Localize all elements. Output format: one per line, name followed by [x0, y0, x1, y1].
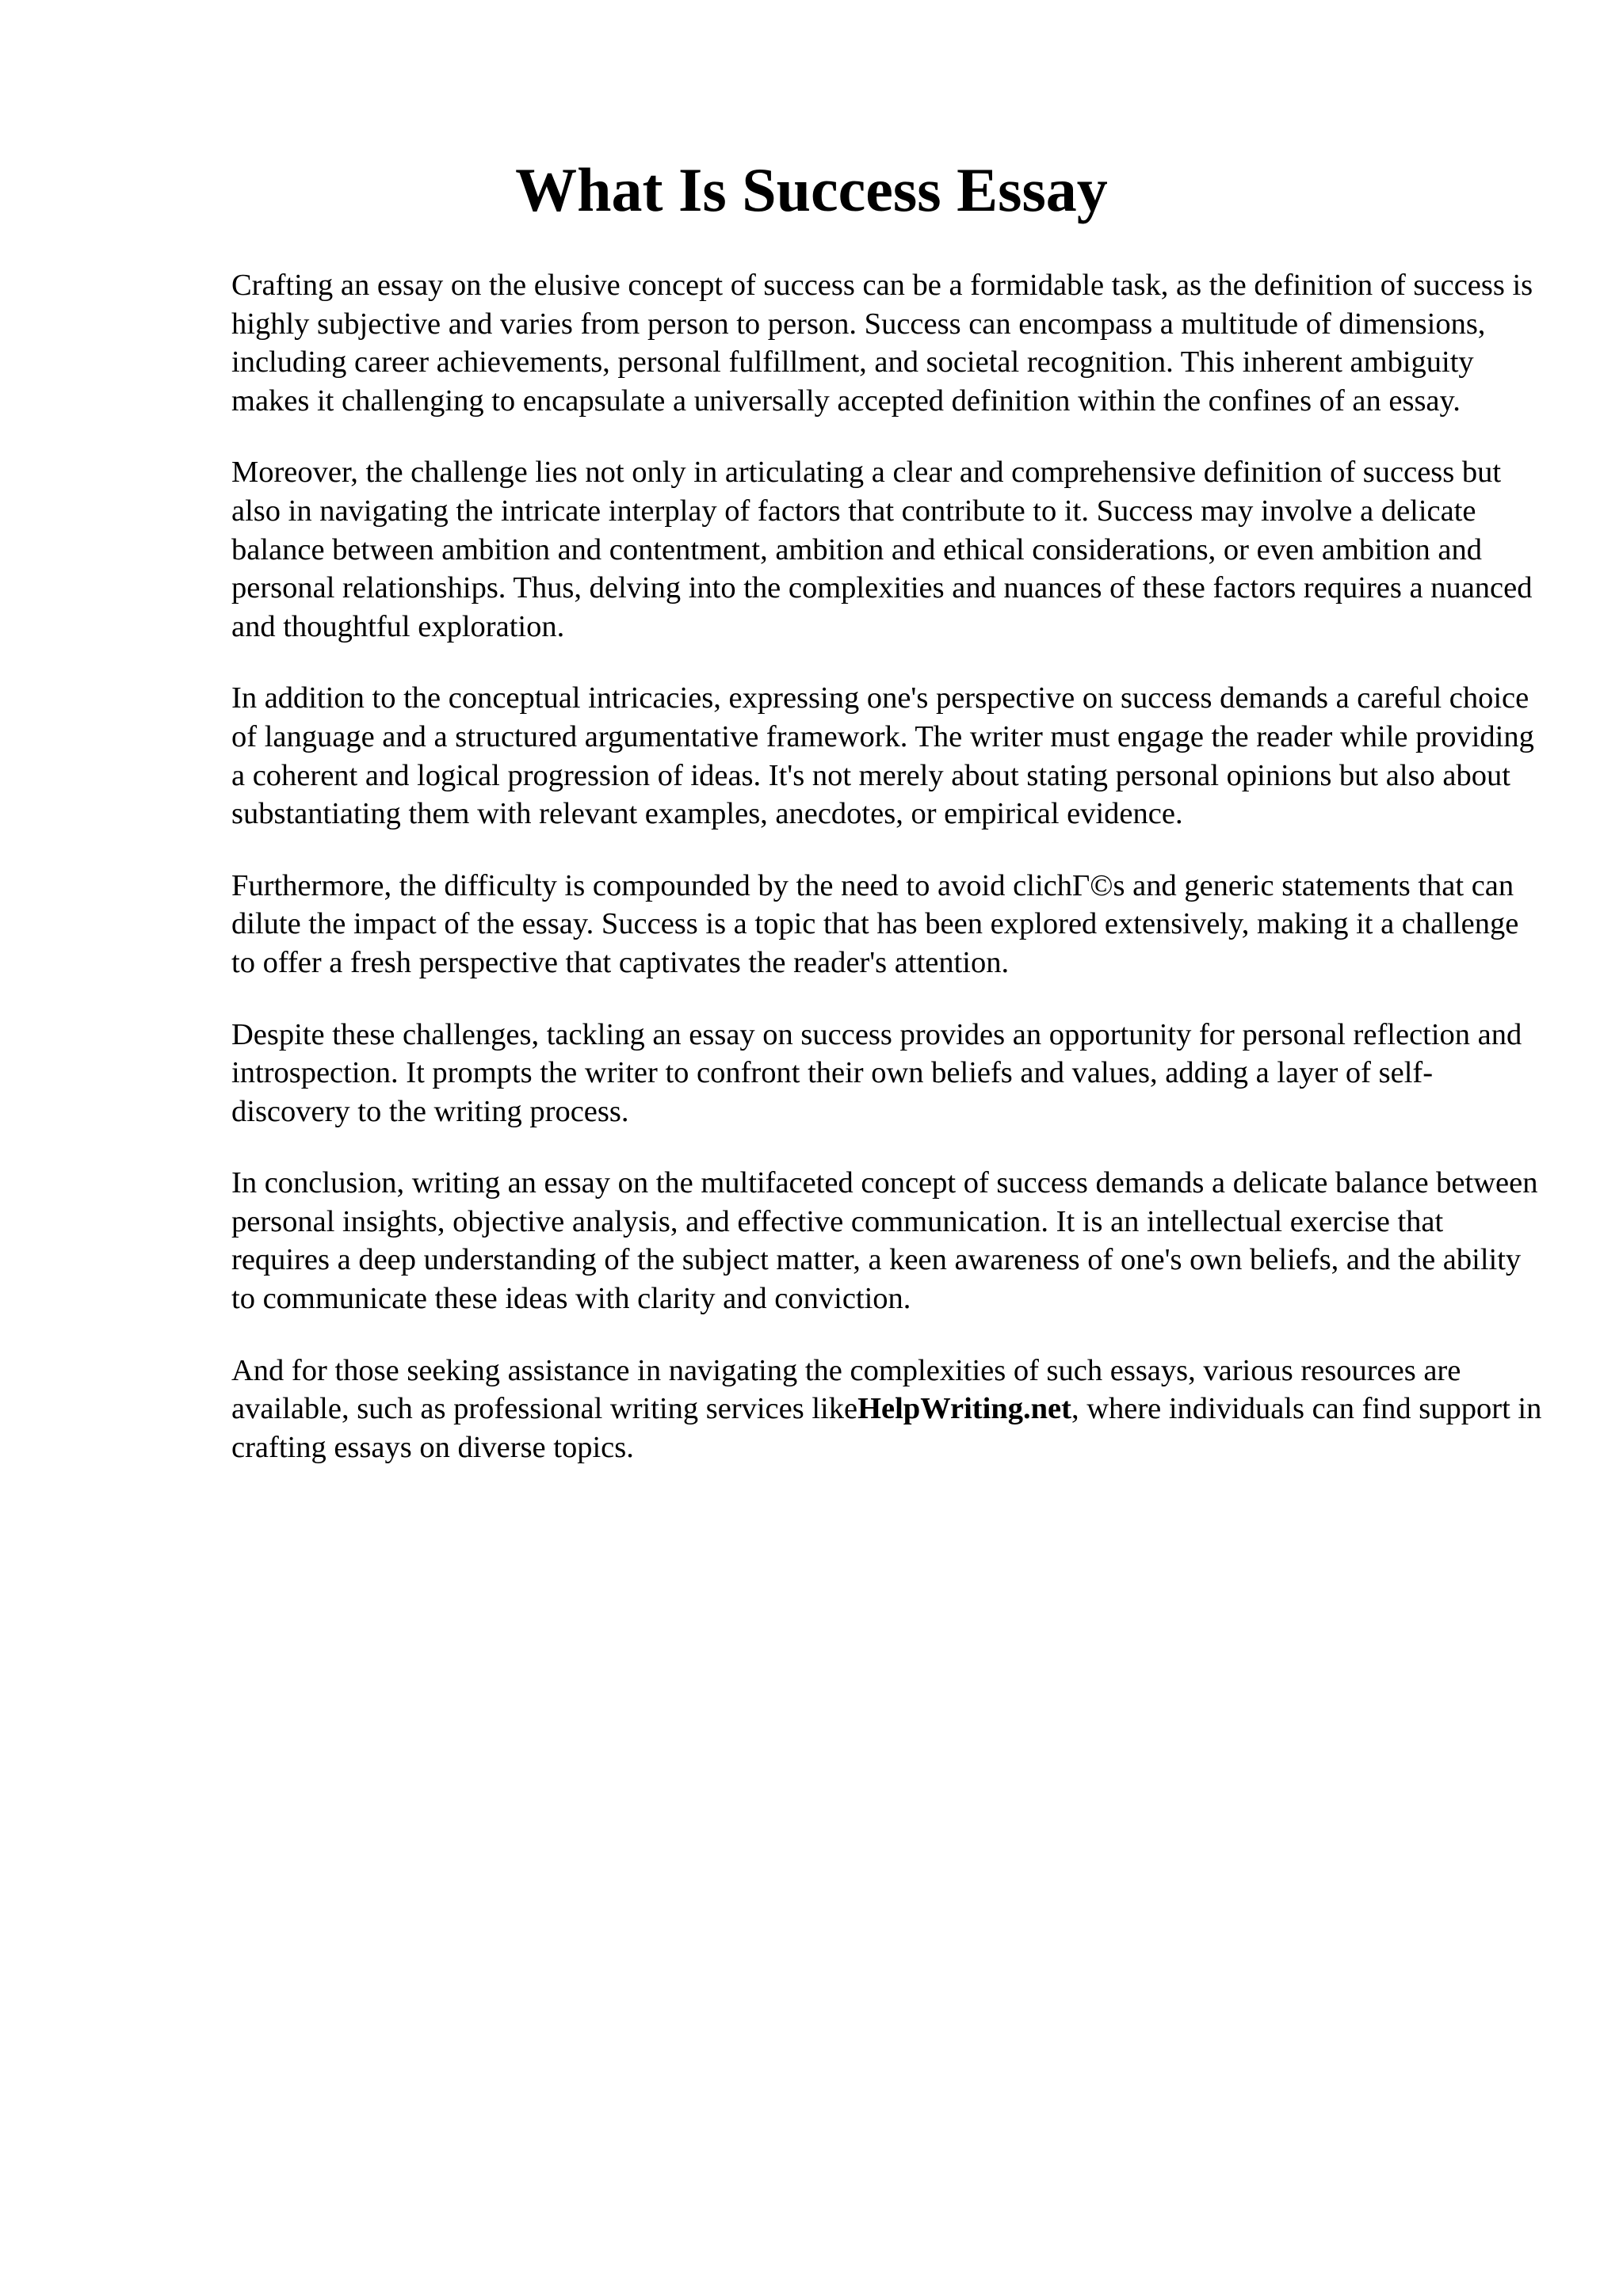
paragraph-1: Crafting an essay on the elusive concept of success can be a formidable task, as the definition of success is highly subjective and varies from person to person. Success can encompass a multitude of dimensions, including career achievements, personal fulfillment, and societal recognition. This inherent ambiguity makes it challenging to encapsulate a universally accepted definition within the confines of an essay.: [231, 269, 1533, 418]
paragraph-5: Despite these challenges, tackling an essay on success provides an opportunity for personal reflection and introspection. It prompts the writer to confront their own beliefs and values, adding a layer of self-discovery to the writing process.: [231, 1017, 1522, 1128]
paragraph-closing: [231, 1352, 1547, 1467]
paragraph-3: In addition to the conceptual intricacies, expressing one's perspective on success demands a careful choice of language and a structured argumentative framework. The writer must engage the reader while providing a coherent and logical progression of ideas. It's not merely about stating personal opinions but also about substantiating them with relevant examples, anecdotes, or empirical evidence.: [231, 681, 1534, 831]
paragraph-6: In conclusion, writing an essay on the multifaceted concept of success demands a delicate balance between personal insights, objective analysis, and effective communication. It is an intellectual exercise that requires a deep understanding of the subject matter, a keen awareness of one's own beliefs, and the ability to communicate these ideas with clarity and conviction.: [231, 1166, 1538, 1316]
closing-text-after: , where individuals can find support in crafting essays on diverse topics.: [231, 1392, 1542, 1464]
paragraph-2: Moreover, the challenge lies not only in articulating a clear and comprehensive definition of success but also in navigating the intricate interplay of factors that contribute to it. Success may involve a delicate balance between ambition and contentment, ambition and ethical considerations, or even ambition and personal relationships. Thus, delving into the complexities and nuances of these factors requires a nuanced and thoughtful exploration.: [231, 456, 1533, 643]
helpwriting-link[interactable]: HelpWriting.net: [857, 1392, 1071, 1426]
document-title: What Is Success Essay: [515, 155, 1108, 224]
document-body: [231, 266, 1547, 1500]
paragraph-4: Furthermore, the difficulty is compounded by the need to avoid clichΓ©s and generic statements that can dilute the impact of the essay. Success is a topic that has been explored extensively, making it a challenge to offer a fresh perspective that captivates the reader's attention.: [231, 868, 1519, 979]
closing-text-before: And for those seeking assistance in navigating the complexities of such essays, various resources are available, such as professional writing services like: [231, 1353, 1461, 1426]
